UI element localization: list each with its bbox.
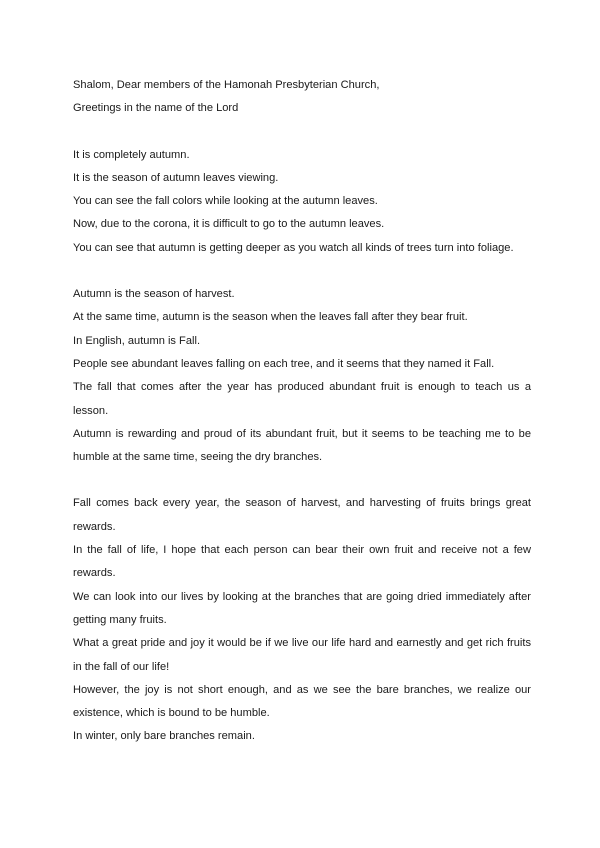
section1-line: It is the season of autumn leaves viewing.	[73, 171, 279, 184]
section2-line: In English, autumn is Fall.	[73, 334, 201, 347]
section3-line: Fall comes back every year, the season of harvest, and harvesting of fruits brings great rewards.	[73, 497, 531, 533]
section2-line: Autumn is rewarding and proud of its abundant fruit, but it seems to be teaching me to be humble at the same time, seeing the dry branches.	[73, 427, 531, 464]
section3-line: In winter, only bare branches remain.	[73, 730, 255, 743]
section3-line: However, the joy is not short enough, and as we see the bare branches, we realize our existence, which is bound to be humble.	[73, 683, 531, 720]
section3-line: What a great pride and joy it would be if we live our life hard and earnestly and get rich fruits in the fall of our life!	[73, 637, 531, 673]
section1-line: You can see that autumn is getting deeper as you watch all kinds of trees turn into foliage.	[73, 241, 514, 254]
section1-line: Now, due to the corona, it is difficult to go to the autumn leaves.	[73, 218, 385, 231]
section2-line: Autumn is the season of harvest.	[73, 288, 235, 301]
greeting: Greetings in the name of the Lord	[73, 102, 239, 115]
section1-line: You can see the fall colors while looking at the autumn leaves.	[73, 195, 378, 208]
paragraph-gap	[73, 260, 531, 283]
section3-line: In the fall of life, I hope that each person can bear their own fruit and receive not a few rewards.	[73, 544, 531, 580]
section3-line: We can look into our lives by looking at the branches that are going dried immediately after getting many fruits.	[73, 590, 531, 626]
letter-body	[73, 74, 531, 749]
section2-line: At the same time, autumn is the season when the leaves fall after they bear fruit.	[73, 311, 468, 324]
section2-line: People see abundant leaves falling on each tree, and it seems that they named it Fall.	[73, 357, 495, 370]
salutation: Shalom, Dear members of the Hamonah Presbyterian Church,	[73, 79, 380, 91]
section1-line: It is completely autumn.	[73, 148, 190, 161]
paragraph-gap	[73, 469, 531, 492]
paragraph-gap	[73, 121, 531, 144]
section2-line: The fall that comes after the year has produced abundant fruit is enough to teach us a lesson.	[73, 381, 531, 417]
